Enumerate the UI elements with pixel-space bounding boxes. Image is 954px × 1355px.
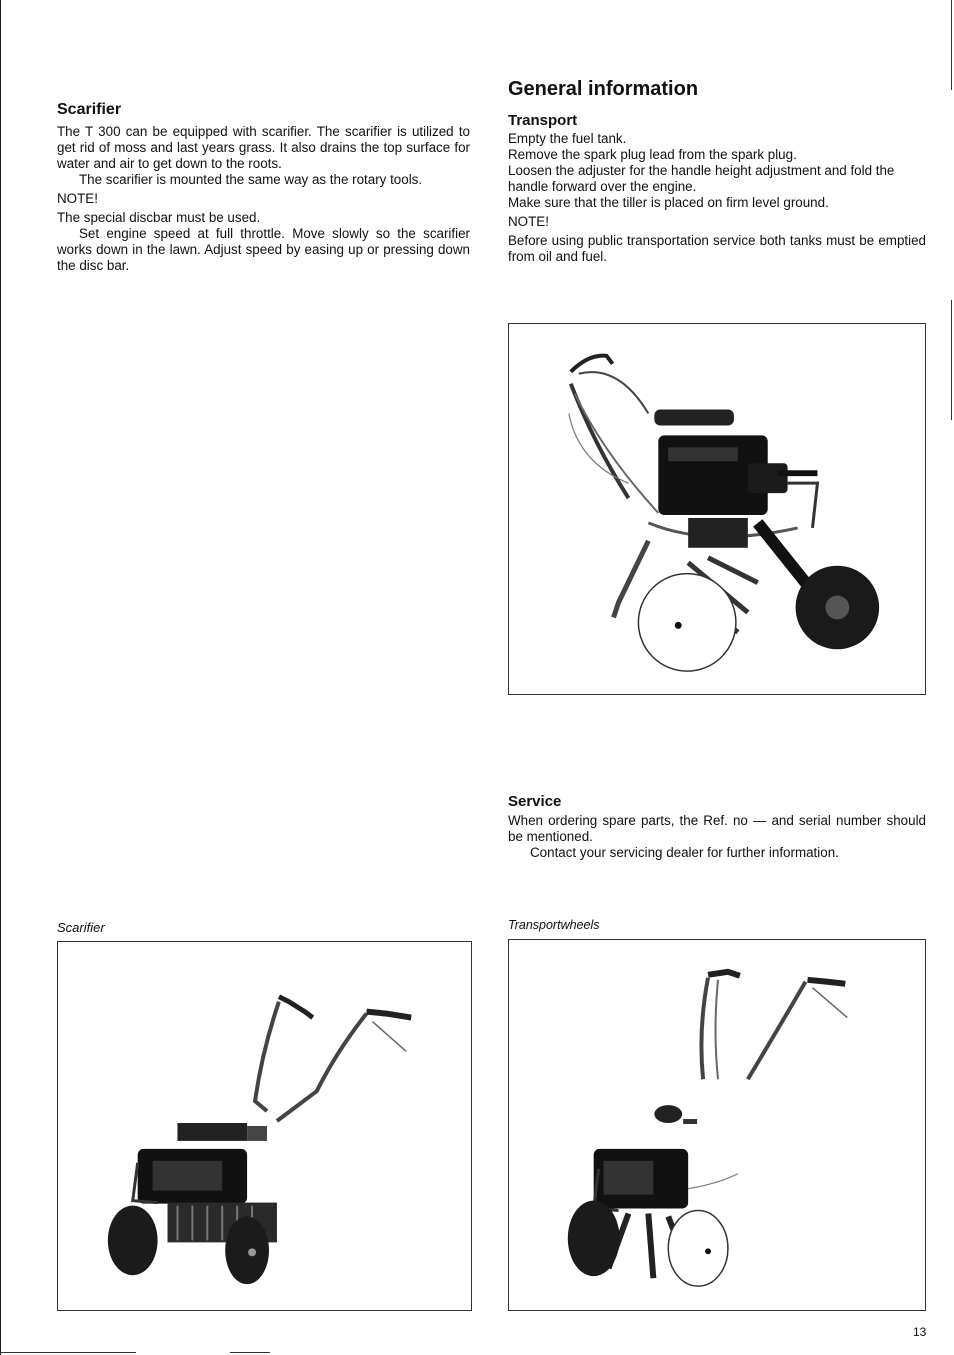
scarifier-discbar-note: The special discbar must be used. xyxy=(57,210,261,225)
transport-note-label: NOTE! xyxy=(508,214,549,229)
service-spare-parts: When ordering spare parts, the Ref. no — and serial number should be mentioned. xyxy=(508,813,926,844)
service-dealer: Contact your servicing dealer for further information. xyxy=(530,845,839,860)
transport-heading: Transport xyxy=(508,112,578,129)
scarifier-note-label: NOTE! xyxy=(57,191,98,206)
transportwheels-figure xyxy=(508,939,926,1311)
page-edge-bottom xyxy=(0,1352,136,1353)
transport-note-text: Before using public transportation service both tanks must be emptied from oil and fuel. xyxy=(508,233,926,264)
scarifier-figure xyxy=(57,941,472,1311)
scarifier-operation: Set engine speed at full throttle. Move slowly so the scarifier works down in the lawn. Adjust speed by easing up or pressing down the disc bar. xyxy=(57,226,470,273)
page-edge-left xyxy=(0,0,1,1355)
service-section xyxy=(508,793,926,861)
page-edge-right xyxy=(951,300,952,420)
transport-step: Make sure that the tiller is placed on firm level ground. xyxy=(508,195,829,210)
page-edge-bottom xyxy=(230,1352,270,1353)
scarifier-intro: The T 300 can be equipped with scarifier. The scarifier is utilized to get rid of moss and last years grass. It also drains the top surface for water and air to get down to the roots. xyxy=(57,124,470,171)
tiller-scarifier-illustration xyxy=(58,942,471,1310)
transport-step: Empty the fuel tank. xyxy=(508,131,627,146)
general-information-section xyxy=(508,78,926,265)
scarifier-figure-caption: Scarifier xyxy=(57,920,105,935)
service-heading: Service xyxy=(508,793,562,810)
tiller-transportwheels-illustration xyxy=(509,940,925,1310)
transport-step: Loosen the adjuster for the handle height adjustment and fold the handle forward over the engine. xyxy=(508,163,895,194)
transportwheels-figure-caption: Transportwheels xyxy=(508,918,600,932)
scarifier-heading: Scarifier xyxy=(57,101,122,118)
page-number: 13 xyxy=(913,1325,927,1339)
scarifier-section xyxy=(57,101,470,274)
transport-step: Remove the spark plug lead from the spark plug. xyxy=(508,147,797,162)
general-information-heading: General information xyxy=(508,78,699,100)
scarifier-mounting: The scarifier is mounted the same way as the rotary tools. xyxy=(79,172,423,187)
tiller-folded-illustration xyxy=(509,324,925,694)
page-edge-right xyxy=(951,0,952,90)
transport-figure xyxy=(508,323,926,695)
